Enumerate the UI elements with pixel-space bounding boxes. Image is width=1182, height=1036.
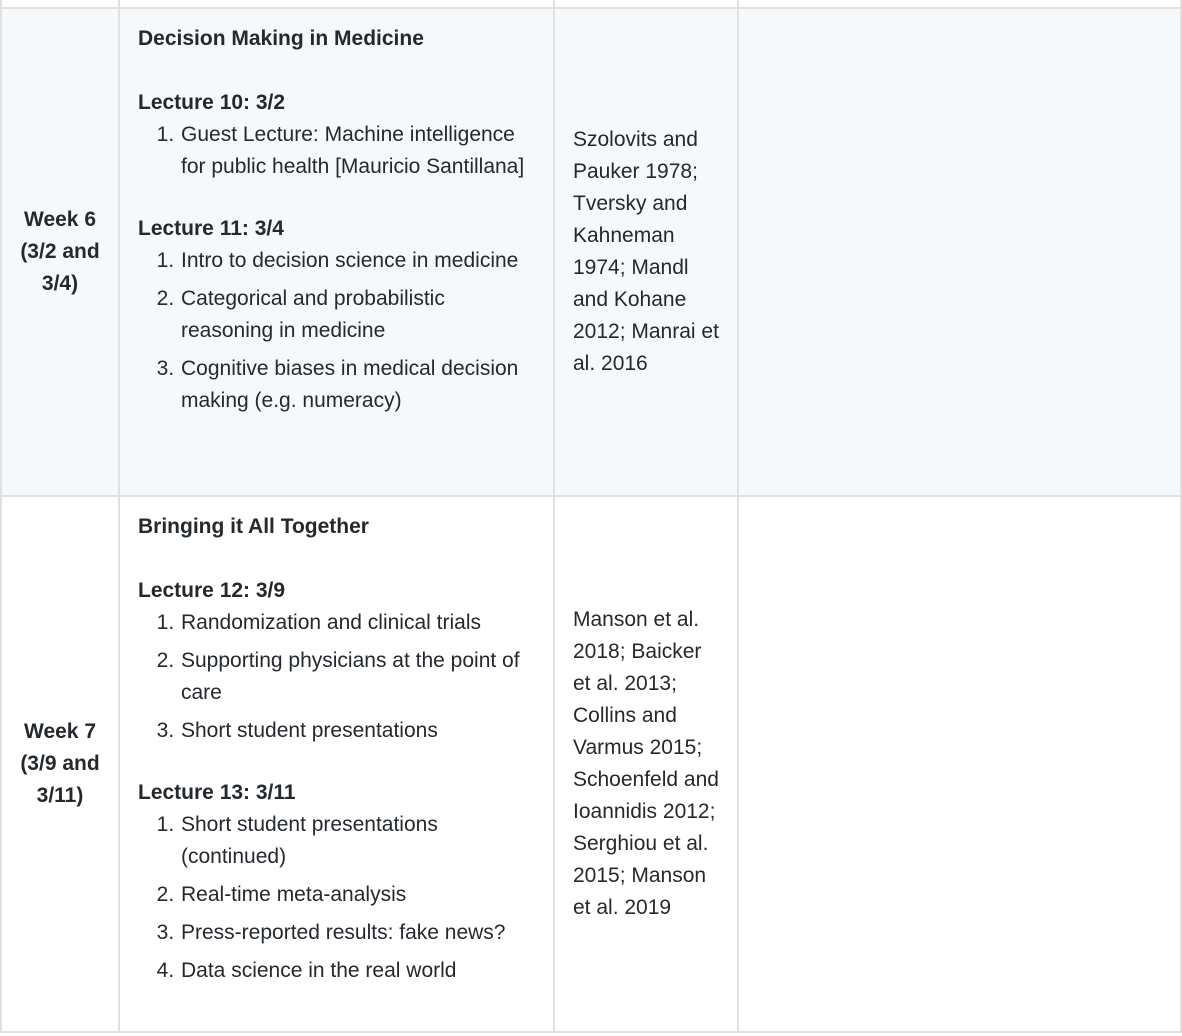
readings-text: Manson et al. 2018; Baicker et al. 2013; Collins and Varmus 2015; Schoenfeld and Ioannidis 2012; Serghiou et al. 2015; Manson et al. 2019 — [573, 608, 719, 919]
topic-cell — [119, 496, 554, 1032]
empty-cell — [738, 496, 1181, 1032]
lecture-item-list — [138, 809, 535, 987]
lecture-title: Lecture 13: 3/11 — [138, 781, 296, 804]
lecture-block — [138, 213, 535, 417]
lecture-title: Lecture 12: 3/9 — [138, 579, 286, 602]
week-cell — [1, 496, 119, 1032]
lecture-item-list — [138, 245, 535, 417]
readings-cell — [554, 8, 738, 496]
list-item: 2. Categorical and probabilistic reasoning in medicine — [180, 283, 535, 347]
table-row — [1, 8, 1181, 496]
unit-title: Bringing it All Together — [138, 515, 369, 538]
list-item: 1. Randomization and clinical trials — [180, 607, 535, 639]
lecture-item-list — [138, 607, 535, 747]
lecture-block — [138, 777, 535, 987]
table-row-previous — [1, 0, 1181, 8]
readings-text: Szolovits and Pauker 1978; Tversky and Kahneman 1974; Mandl and Kohane 2012; Manrai et al. 2016 — [573, 128, 719, 375]
topic-cell — [119, 8, 554, 496]
list-item: 3. Short student presentations — [180, 715, 535, 747]
list-item: 1. Short student presentations (continued) — [180, 809, 535, 873]
lecture-block — [138, 87, 535, 183]
week-cell — [1, 8, 119, 496]
empty-cell — [738, 8, 1181, 496]
list-item: 2. Supporting physicians at the point of care — [180, 645, 535, 709]
week-label: Week 7 (3/9 and 3/11) — [20, 720, 100, 807]
list-item: 3. Cognitive biases in medical decision making (e.g. numeracy) — [180, 353, 535, 417]
list-item: 1. Intro to decision science in medicine — [180, 245, 535, 277]
readings-cell — [554, 496, 738, 1032]
unit-title: Decision Making in Medicine — [138, 27, 424, 50]
list-item: 4. Data science in the real world — [180, 955, 535, 987]
lecture-block — [138, 575, 535, 747]
list-item: 1. Guest Lecture: Machine intelligence for public health [Mauricio Santillana] — [180, 119, 535, 183]
lecture-title: Lecture 11: 3/4 — [138, 217, 284, 240]
table-row — [1, 496, 1181, 1032]
lecture-item-list — [138, 119, 535, 183]
lecture-title: Lecture 10: 3/2 — [138, 91, 286, 114]
list-item: 2. Real-time meta-analysis — [180, 879, 535, 911]
list-item: 3. Press-reported results: fake news? — [180, 917, 535, 949]
week-label: Week 6 (3/2 and 3/4) — [20, 208, 100, 295]
